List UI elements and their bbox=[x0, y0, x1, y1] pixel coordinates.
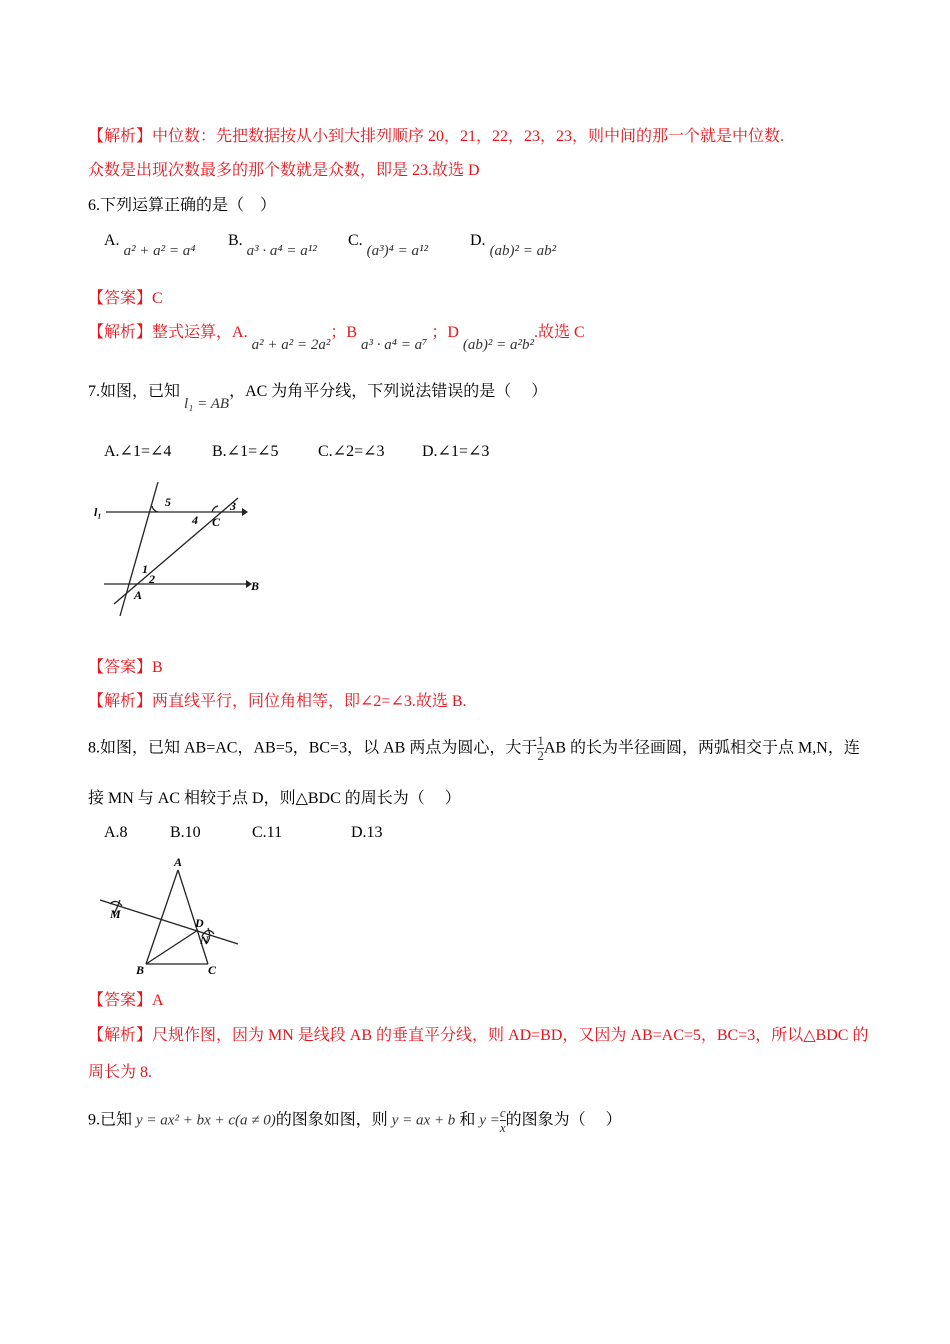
q6-option-a bbox=[104, 232, 196, 259]
line-mn bbox=[100, 900, 238, 944]
label-4: 4 bbox=[192, 513, 198, 527]
q5-analysis-line2: 众数是出现次数最多的那个数就是众数，即是 23.故选 D bbox=[88, 162, 480, 179]
analysis-sep: ；D bbox=[431, 324, 459, 341]
q6-option-c bbox=[348, 232, 428, 259]
analysis-tag: 【解析】 bbox=[88, 693, 153, 710]
q8-option-d: D.13 bbox=[351, 824, 383, 841]
analysis-tag: 【解析】 bbox=[88, 1027, 153, 1044]
analysis-tag: 【解析】 bbox=[88, 128, 153, 145]
q6-stem: 6.下列运算正确的是（ ） bbox=[88, 197, 277, 214]
label-a: A bbox=[174, 856, 183, 869]
label-1: 1 bbox=[142, 562, 148, 576]
angle-mark-5 bbox=[152, 506, 158, 512]
label-d: D bbox=[195, 916, 204, 930]
q6-answer bbox=[88, 289, 163, 308]
segment-bd bbox=[146, 930, 198, 964]
q6-option-d bbox=[470, 232, 557, 259]
answer-value: B bbox=[152, 659, 163, 676]
option-expr: a³ · a⁴ = a¹² bbox=[246, 243, 317, 259]
q8-analysis-line2: 周长为 8. bbox=[88, 1064, 153, 1081]
label-c: C bbox=[208, 963, 217, 977]
answer-tag: 【答案】 bbox=[88, 992, 153, 1009]
label-l1: l₁ bbox=[94, 505, 102, 519]
q6-option-b bbox=[228, 232, 317, 259]
q7-option-d: D.∠1=∠3 bbox=[422, 443, 490, 460]
stem-expr-inverse-lhs: y = bbox=[479, 1112, 500, 1129]
q8-stem-line2: 接 MN 与 AC 相较于点 D，则△BDC 的周长为（ ） bbox=[88, 790, 461, 807]
analysis-text: 两直线平行，同位角相等，即∠2=∠3.故选 B. bbox=[152, 693, 467, 710]
q8-option-b: B.10 bbox=[170, 824, 201, 841]
option-label: B. bbox=[228, 232, 243, 249]
label-3: 3 bbox=[230, 499, 236, 513]
answer-tag: 【答案】 bbox=[88, 290, 153, 307]
stem-expr-linear: y = ax + b bbox=[391, 1112, 456, 1129]
label-n: N bbox=[200, 933, 209, 947]
label-5: 5 bbox=[165, 495, 171, 509]
q8-figure bbox=[96, 856, 246, 984]
q7-analysis bbox=[88, 692, 467, 711]
analysis-expr-a: a² + a² = 2a² bbox=[251, 337, 331, 353]
label-a: A bbox=[134, 588, 143, 602]
stem-suffix: 的图象为（ ） bbox=[505, 1111, 622, 1129]
stem-suffix: AB 的长为半径画圆，两弧相交于点 M,N，连 bbox=[543, 739, 860, 757]
arrow-l1 bbox=[242, 508, 248, 516]
analysis-expr-b: a³ · a⁴ = a⁷ bbox=[361, 337, 428, 353]
q7-stem bbox=[88, 382, 548, 412]
q8-option-a: A.8 bbox=[104, 824, 128, 841]
answer-value: C bbox=[152, 290, 163, 307]
label-c: C bbox=[212, 515, 221, 529]
option-expr: (a³)⁴ = a¹² bbox=[366, 243, 428, 259]
option-expr: (ab)² = ab² bbox=[489, 243, 557, 259]
label-2: 2 bbox=[149, 572, 155, 586]
analysis-text: 整式运算，A. bbox=[152, 324, 248, 341]
angle-mark-4 bbox=[212, 506, 218, 512]
label-b: B bbox=[136, 963, 145, 977]
stem-suffix: ，AC 为角平分线，下列说法错误的是（ ） bbox=[229, 383, 548, 400]
q5-analysis-line1 bbox=[88, 127, 784, 146]
stem-expr: l₁ = AB bbox=[184, 396, 230, 412]
label-m: M bbox=[110, 907, 121, 921]
option-label: A. bbox=[104, 232, 120, 249]
analysis-tag: 【解析】 bbox=[88, 324, 153, 341]
stem-expr-quadratic: y = ax² + bx + c(a ≠ 0) bbox=[136, 1112, 276, 1129]
answer-tag: 【答案】 bbox=[88, 659, 153, 676]
option-expr: a² + a² = a⁴ bbox=[123, 243, 196, 259]
q7-option-c: C.∠2=∠3 bbox=[318, 443, 385, 460]
frac-den: x bbox=[499, 1120, 506, 1136]
answer-value: A bbox=[152, 992, 164, 1009]
q6-analysis bbox=[88, 323, 585, 353]
analysis-sep: ；B bbox=[330, 324, 358, 341]
q8-analysis-line1 bbox=[88, 1026, 868, 1045]
analysis-suffix: .故选 C bbox=[534, 324, 585, 341]
stem-and: 和 bbox=[459, 1111, 476, 1129]
option-label: C. bbox=[348, 232, 363, 249]
stem-prefix: 9.已知 bbox=[88, 1111, 133, 1129]
q8-answer bbox=[88, 991, 164, 1010]
side-ab bbox=[146, 870, 178, 964]
frac-num: c bbox=[499, 1105, 506, 1120]
q7-figure bbox=[88, 476, 278, 622]
analysis-text: 尺规作图，因为 MN 是线段 AB 的垂直平分线，则 AD=BD，又因为 AB=AC=5，BC=3，所以△BDC 的 bbox=[152, 1027, 869, 1044]
line-ac bbox=[114, 498, 238, 604]
analysis-expr-d: (ab)² = a²b² bbox=[462, 337, 534, 353]
stem-prefix: 8.如图，已知 AB=AC，AB=5，BC=3，以 AB 两点为圆心，大于 bbox=[88, 739, 538, 757]
q8-stem-line1 bbox=[88, 734, 860, 764]
q7-option-b: B.∠1=∠5 bbox=[212, 443, 279, 460]
q7-answer bbox=[88, 658, 163, 677]
q7-option-a: A.∠1=∠4 bbox=[104, 443, 172, 460]
q8-option-c: C.11 bbox=[252, 824, 283, 841]
label-b: B bbox=[251, 579, 260, 593]
q9-stem bbox=[88, 1106, 622, 1136]
stem-prefix: 7.如图，已知 bbox=[88, 383, 181, 400]
frac-den: 2 bbox=[537, 748, 544, 764]
option-label: D. bbox=[470, 232, 486, 249]
frac-num: 1 bbox=[537, 733, 544, 748]
stem-mid: 的图象如图，则 bbox=[275, 1111, 388, 1129]
analysis-text: 中位数：先把数据按从小到大排列顺序 20，21，22，23，23，则中间的那一个就是中位数. bbox=[152, 128, 785, 145]
